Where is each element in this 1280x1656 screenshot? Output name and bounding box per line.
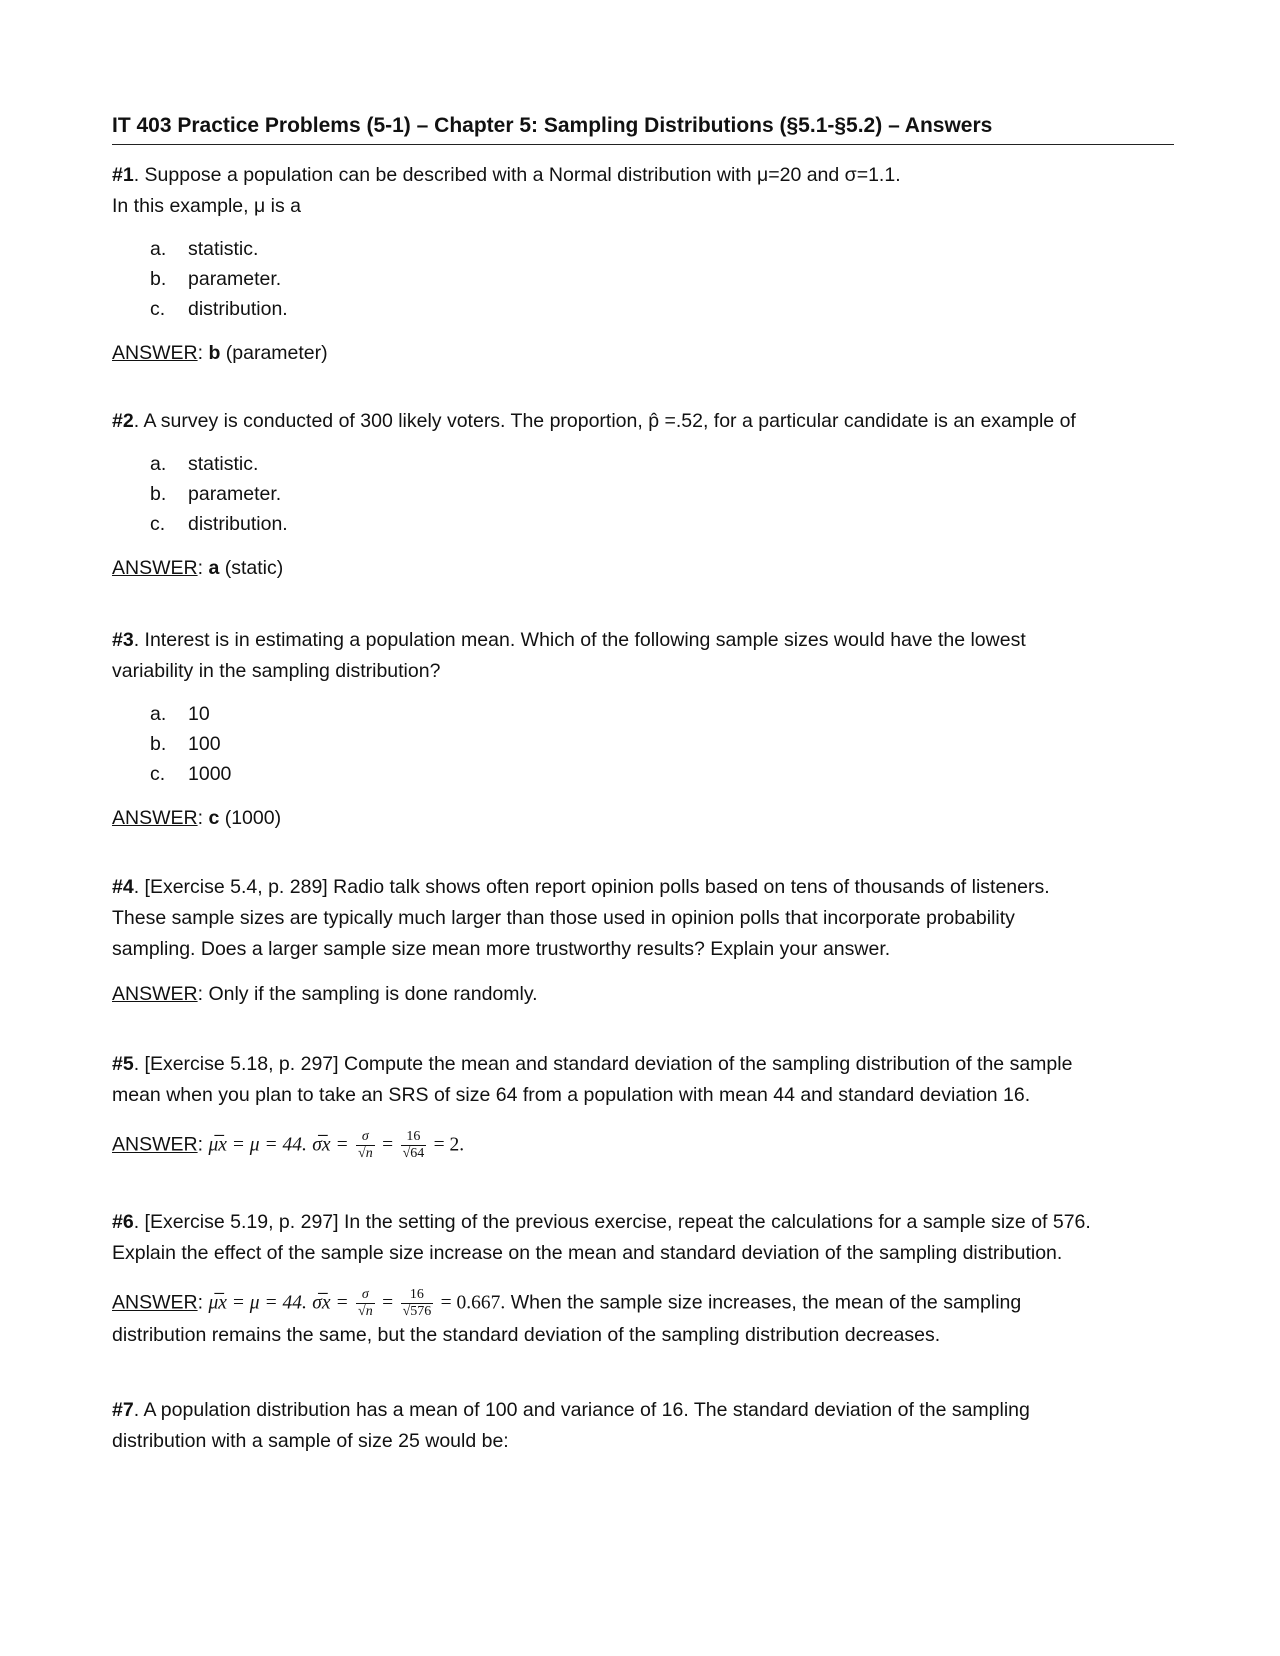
answer-line: ANSWER: μ̅x = μ = 44. σ̅x = $\frac{\sigma}{√n}$ = $\frac{16}{√64}$ = 2. bbox=[112, 1129, 465, 1161]
answer-key: b bbox=[208, 342, 221, 364]
option-b: b. 100 bbox=[150, 733, 221, 755]
answer-line: ANSWER: Only if the sampling is done randomly. bbox=[112, 983, 538, 1005]
question-text: . A survey is conducted of 300 likely voters. The proportion, p̂ =.52, for a particular candidate is an example of bbox=[133, 410, 1076, 432]
option-b: b. parameter. bbox=[150, 268, 282, 290]
answer-line: ANSWER: a (static) bbox=[112, 557, 284, 579]
option-a: a. statistic. bbox=[150, 238, 259, 260]
options-list bbox=[150, 234, 1174, 324]
question-3-line-2: variability in the sampling distribution? bbox=[112, 660, 441, 682]
answer-label: ANSWER bbox=[112, 1133, 198, 1156]
question-text: . [Exercise 5.18, p. 297] Compute the mean and standard deviation of the sampling distribution of the sample bbox=[133, 1053, 1073, 1075]
question-4-line-2: These sample sizes are typically much larger than those used in opinion polls that incorporate probability bbox=[112, 907, 1015, 929]
answer-explanation-line-2: distribution remains the same, but the standard deviation of the sampling distribution decreases. bbox=[112, 1324, 941, 1346]
question-7-line-2: distribution with a sample of size 25 would be: bbox=[112, 1430, 509, 1452]
question-2-line-1 bbox=[112, 406, 1174, 437]
question-1 bbox=[112, 160, 1174, 368]
option-c: c. 1000 bbox=[150, 763, 232, 785]
options-list bbox=[150, 449, 1174, 539]
answer-note: (parameter) bbox=[225, 342, 328, 364]
question-1-line-2: In this example, μ is a bbox=[112, 195, 301, 217]
question-number: #7 bbox=[112, 1399, 134, 1421]
question-text: . Suppose a population can be described with a Normal distribution with μ=20 and σ=1.1. bbox=[133, 164, 901, 186]
option-a: a. 10 bbox=[150, 703, 210, 725]
question-number: #1 bbox=[112, 164, 134, 186]
mean-expression: μ̅x = μ = 44. bbox=[208, 1292, 307, 1314]
question-text: . Interest is in estimating a population mean. Which of the following sample sizes would have the lowest bbox=[133, 629, 1026, 651]
answer-text: Only if the sampling is done randomly. bbox=[208, 983, 538, 1005]
question-4 bbox=[112, 872, 1174, 1009]
question-number: #6 bbox=[112, 1211, 134, 1233]
sixteen-over-root-64: $\frac{16}{√64}$ bbox=[402, 1129, 425, 1161]
question-2 bbox=[112, 406, 1174, 583]
result-value: = 2. bbox=[433, 1134, 465, 1156]
question-7 bbox=[112, 1395, 1174, 1457]
question-4-line-3: sampling. Does a larger sample size mean more trustworthy results? Explain your answer. bbox=[112, 938, 891, 960]
answer-explanation: When the sample size increases, the mean of the sampling bbox=[510, 1291, 1022, 1314]
answer-key: c bbox=[208, 807, 220, 829]
answer-label: ANSWER bbox=[112, 557, 198, 579]
question-5 bbox=[112, 1049, 1174, 1162]
question-5-line-1 bbox=[112, 1049, 1174, 1080]
question-3-line-1 bbox=[112, 625, 1174, 656]
page-title: IT 403 Practice Problems (5-1) – Chapter 5: Sampling Distributions (§5.1-§5.2) – Answers bbox=[112, 112, 1174, 145]
document-page bbox=[112, 112, 1174, 1452]
question-text: . [Exercise 5.19, p. 297] In the setting of the previous exercise, repeat the calculations for a sample size of 576. bbox=[133, 1211, 1091, 1233]
question-7-line-1 bbox=[112, 1395, 1174, 1426]
answer-key: a bbox=[208, 557, 220, 579]
options-list bbox=[150, 699, 1174, 789]
answer-line: ANSWER: c (1000) bbox=[112, 807, 282, 829]
answer-note: (1000) bbox=[224, 807, 282, 829]
option-a: a. statistic. bbox=[150, 453, 259, 475]
question-3 bbox=[112, 625, 1174, 833]
question-number: #2 bbox=[112, 410, 134, 432]
answer-label: ANSWER bbox=[112, 342, 198, 364]
question-number: #5 bbox=[112, 1053, 134, 1075]
sigma-over-root-n: $\frac{\sigma}{√n}$ bbox=[358, 1129, 373, 1161]
mean-expression: μ̅x = μ = 44. bbox=[208, 1134, 307, 1156]
answer-line: ANSWER: b (parameter) bbox=[112, 342, 328, 364]
option-c: c. distribution. bbox=[150, 298, 288, 320]
question-6 bbox=[112, 1207, 1174, 1351]
sixteen-over-root-576: $\frac{16}{√576}$ bbox=[402, 1287, 432, 1319]
question-number: #4 bbox=[112, 876, 134, 898]
result-value: = 0.667. bbox=[440, 1292, 506, 1314]
option-b: b. parameter. bbox=[150, 483, 282, 505]
question-5-line-2: mean when you plan to take an SRS of size 64 from a population with mean 44 and standard deviation 16. bbox=[112, 1084, 1031, 1106]
answer-label: ANSWER bbox=[112, 807, 198, 829]
sd-expression: σ̅x = bbox=[312, 1134, 349, 1156]
answer-label: ANSWER bbox=[112, 1291, 198, 1314]
option-c: c. distribution. bbox=[150, 513, 288, 535]
question-text: . [Exercise 5.4, p. 289] Radio talk shows often report opinion polls based on tens of thousands of listeners. bbox=[133, 876, 1050, 898]
question-4-line-1 bbox=[112, 872, 1174, 903]
answer-note: (static) bbox=[224, 557, 284, 579]
question-number: #3 bbox=[112, 629, 134, 651]
question-6-line-1 bbox=[112, 1207, 1174, 1238]
question-1-line-1 bbox=[112, 160, 1174, 191]
sd-expression: σ̅x = bbox=[312, 1292, 349, 1314]
sigma-over-root-n: $\frac{\sigma}{√n}$ bbox=[358, 1287, 373, 1319]
question-text: . A population distribution has a mean of 100 and variance of 16. The standard deviation of the sampling bbox=[133, 1399, 1030, 1421]
answer-line: ANSWER: μ̅x = μ = 44. σ̅x = $\frac{\sigma}{√n}$ = $\frac{16}{√576}$ = 0.667. When the sample size increases, the mean of the sampling bbox=[112, 1287, 1022, 1319]
answer-label: ANSWER bbox=[112, 983, 198, 1005]
question-6-line-2: Explain the effect of the sample size increase on the mean and standard deviation of the sampling distribution. bbox=[112, 1242, 1063, 1264]
